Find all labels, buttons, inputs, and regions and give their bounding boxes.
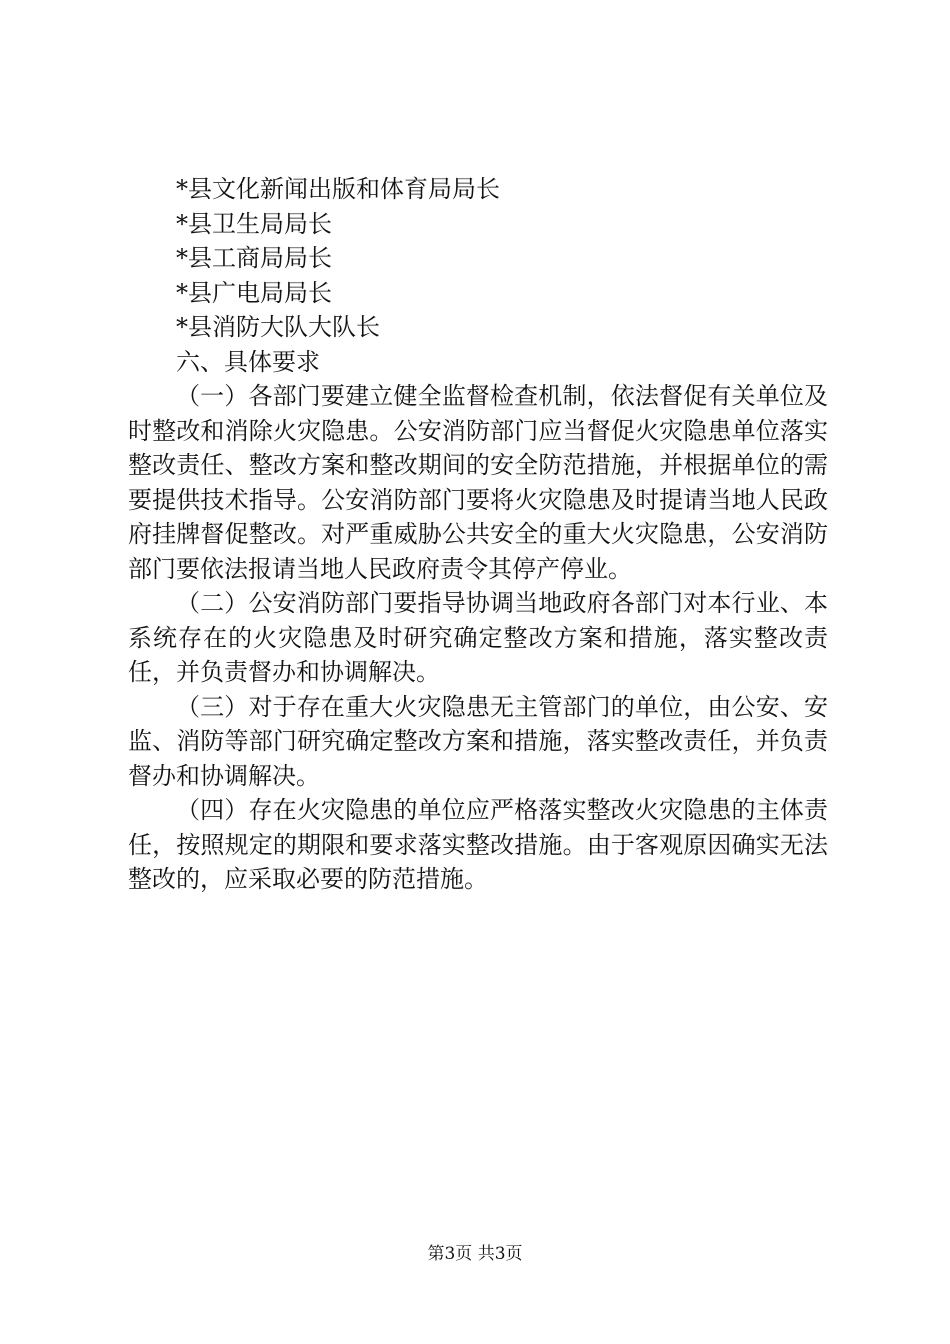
paragraph-3: （三）对于存在重大火灾隐患无主管部门的单位，由公安、安监、消防等部门研究确定整改方案和措施，落实整改责任，并负责督办和协调解决。 (128, 692, 828, 790)
list-item: *县工商局局长 (176, 244, 332, 272)
section-heading: 六、具体要求 (176, 347, 320, 376)
list-item: *县广电局局长 (176, 278, 332, 307)
page-footer (0, 1244, 950, 1264)
list-item: *县文化新闻出版和体育局局长 (176, 175, 500, 203)
paragraph-1: （一）各部门要建立健全监督检查机制，依法督促有关单位及时整改和消除火灾隐患。公安消防部门应当督促火灾隐患单位落实整改责任、整改方案和整改期间的安全防范措施，并根据单位的需要提供技术指导。公安消防部门要将火灾隐患及时提请当地人民政府挂牌督促整改。对严重威胁公共安全的重大火灾隐患，公安消防部门要依法报请当地人民政府责令其停产停业。 (128, 382, 828, 583)
document-body (128, 172, 828, 897)
list-item: *县卫生局局长 (176, 209, 332, 238)
paragraph-2: （二）公安消防部门要指导协调当地政府各部门对本行业、本系统存在的火灾隐患及时研究确定整改方案和措施，落实整改责任，并负责督办和协调解决。 (128, 589, 828, 686)
page-number: 第3页 共3页 (427, 1244, 523, 1264)
paragraph-4: （四）存在火灾隐患的单位应严格落实整改火灾隐患的主体责任，按照规定的期限和要求落实整改措施。由于客观原因确实无法整改的，应采取必要的防范措施。 (128, 796, 828, 893)
list-item: *县消防大队大队长 (176, 313, 380, 341)
